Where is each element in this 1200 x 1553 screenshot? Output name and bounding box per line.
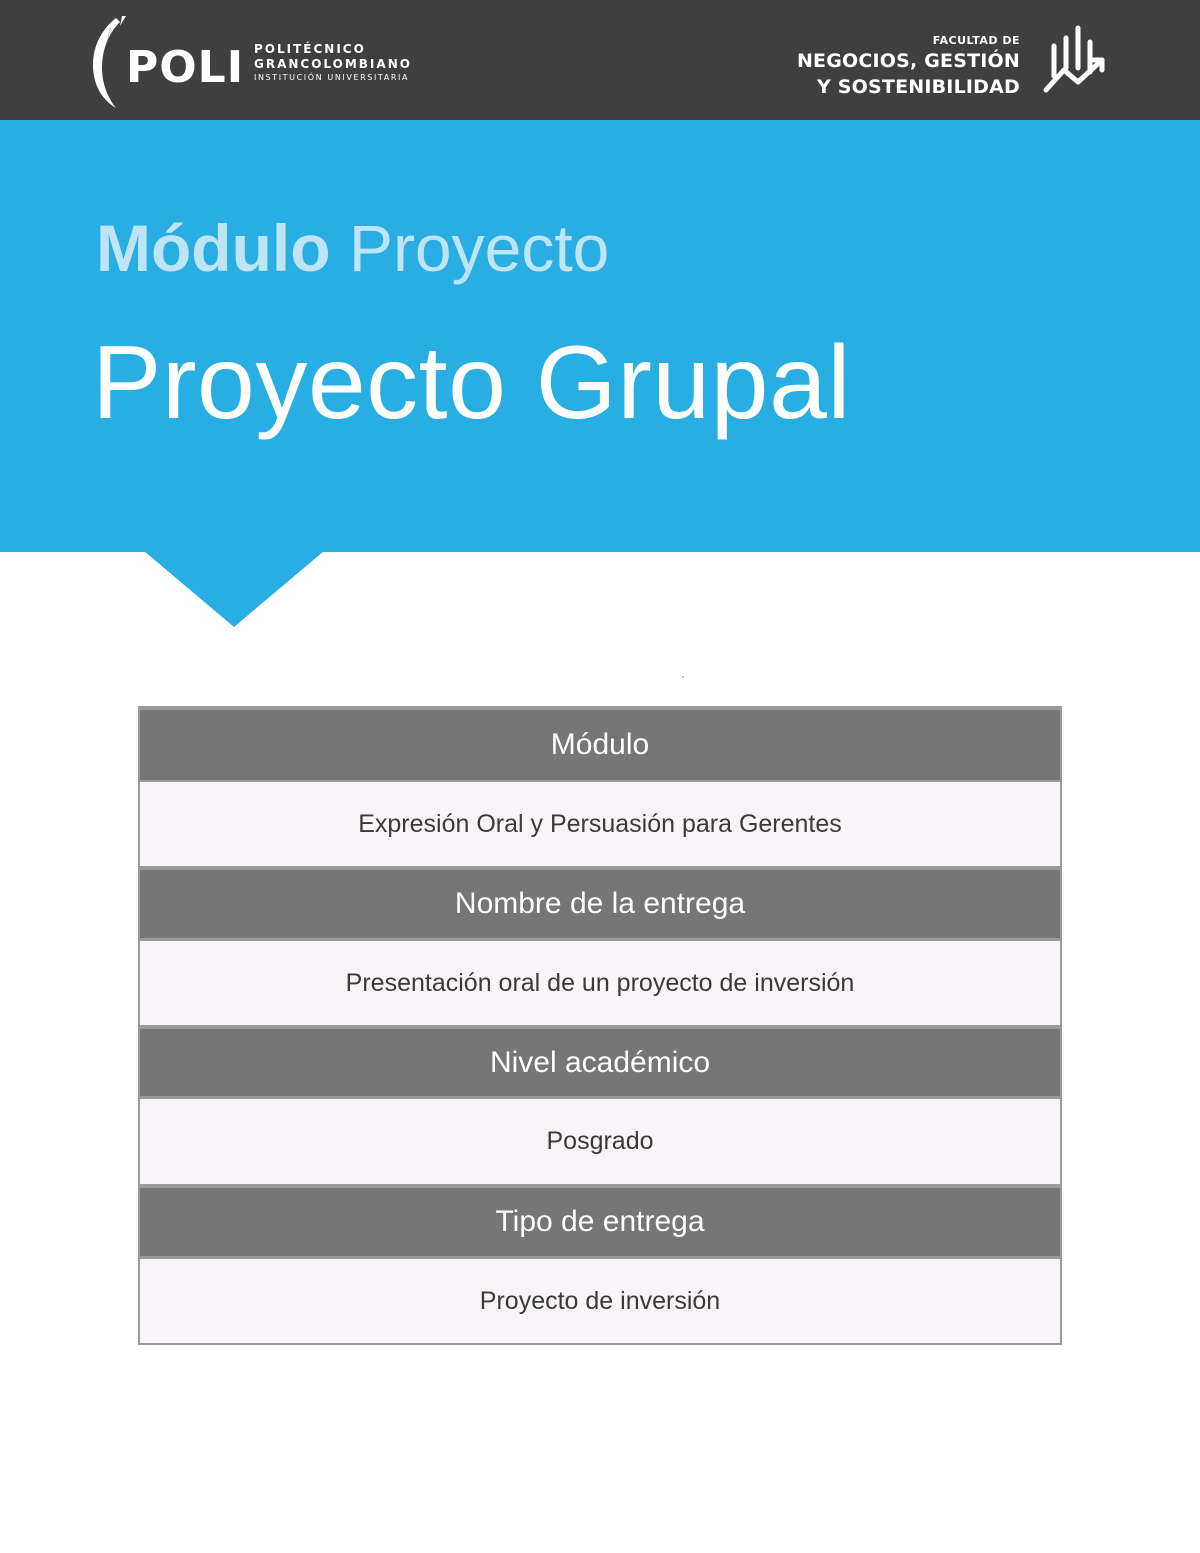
banner-pointer bbox=[144, 551, 324, 627]
table-header-cell: Nombre de la entrega bbox=[140, 870, 1060, 938]
table-header-cell: Módulo bbox=[140, 710, 1060, 780]
subtitle-light: Proyecto bbox=[348, 211, 610, 285]
bar-chart-growth-icon bbox=[1042, 24, 1108, 96]
poli-wordmark: POLI bbox=[126, 42, 245, 93]
table-header-cell: Tipo de entrega bbox=[140, 1188, 1060, 1256]
poli-line-3: INSTITUCIÓN UNIVERSITARIA bbox=[254, 73, 410, 82]
faculty-name bbox=[797, 34, 1020, 100]
subtitle-bold: Módulo bbox=[96, 211, 331, 285]
poli-feather-icon bbox=[86, 14, 126, 110]
header-bar bbox=[0, 0, 1200, 120]
table-value-cell: Expresión Oral y Persuasión para Gerentes bbox=[140, 782, 1060, 866]
module-subtitle bbox=[96, 200, 609, 296]
faculty-line-2: NEGOCIOS, GESTIÓN bbox=[796, 50, 1020, 72]
poli-logo bbox=[86, 14, 426, 110]
table-header-cell: Nivel académico bbox=[140, 1029, 1060, 1096]
faculty-line-1: FACULTAD DE bbox=[932, 34, 1020, 47]
faculty-line-3: Y SOSTENIBILIDAD bbox=[817, 76, 1020, 98]
poli-subtitle bbox=[254, 42, 412, 84]
table-value-cell: Presentación oral de un proyecto de inversión bbox=[140, 941, 1060, 1025]
poli-line-1: POLITÉCNICO bbox=[254, 42, 366, 56]
info-table bbox=[138, 706, 1062, 1345]
table-value-cell: Proyecto de inversión bbox=[140, 1259, 1060, 1343]
page-title: Proyecto Grupal bbox=[92, 325, 851, 441]
poli-line-2: GRANCOLOMBIANO bbox=[254, 57, 412, 71]
table-value-cell: Posgrado bbox=[140, 1099, 1060, 1184]
decorative-dot bbox=[682, 676, 684, 678]
